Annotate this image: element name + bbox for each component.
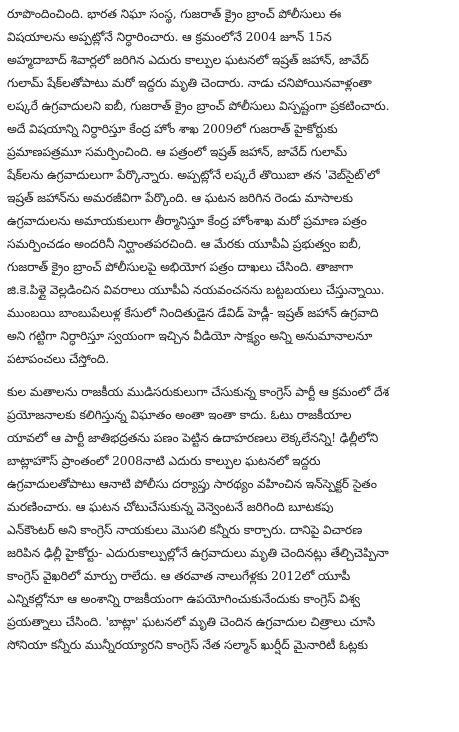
- text-line: బాట్లాహౌస్ ప్రాంతంలో 2008నాటి ఎదురు కాల్పుల ఘటనలో ఇద్దరు: [7, 454, 321, 468]
- text-line: ముంబయి బాంబుపేలుళ్ల కేసులో నిందితుడైన డేవిడ్ హెడ్లీ- ఇష్రత్ జహాన్ ఉగ్రవాది: [7, 306, 379, 320]
- text-line: రూపొందించింది. భారత నిఘా సంస్థ, గుజరాత్ క్రైం బ్రాంచ్ పోలీసులు ఈ: [7, 7, 342, 21]
- text-line: అదే విషయాన్ని నిర్ధారిస్తూ కేంద్ర హోం శాఖ 2009లో గుజరాత్ హైకోర్టుకు: [7, 122, 338, 136]
- text-line: మరణించారు. ఆ ఘటన చోటుచేసుకున్న వెన్వెంటనే జరిగింది బూటకపు: [7, 500, 334, 514]
- text-line: అని గట్టిగా నిర్ధారిస్తూ స్వయంగా ఇచ్చిన వీడియో సాక్ష్యం అన్ని అనుమానాలనూ: [7, 329, 373, 343]
- text-line: విషయాలను అప్పట్లోనే నిర్ధారించారు. ఆ క్రమంలోనే 2004 జూన్ 15న: [7, 30, 332, 44]
- text-line: పటాపంచలు చేస్తోంది.: [7, 352, 110, 366]
- text-line: కాంగ్రెస్ వైఖరిలో మార్పు రాలేదు. ఆ తరవాత నాలుగేళ్లకు 2012లో యూపీ: [7, 569, 351, 583]
- text-line: గుజరాత్ క్రైం బ్రాంచ్ పోలీసులపై అభియోగ పత్రం దాఖలు చేసింది. తాజాగా: [7, 260, 353, 274]
- text-line: సోనియా కన్నీరు మున్నీరయ్యారని కాంగ్రెస్ నేత సల్మాన్ ఖుర్షీద్ మైనారిటీ ఓట్లకు: [7, 638, 368, 652]
- text-line: ఎన్‌కౌంటర్ అని కాంగ్రెస్ నాయకులు మొసలి కన్నీరు కార్చారు. దానిపై విచారణ: [7, 523, 363, 537]
- text-line: ఇష్రత్ జహాన్‌ను అమరజీవిగా పేర్కొంది. ఆ ఘటన జరిగిన రెండు మాసాలకు: [7, 191, 353, 205]
- text-line: ప్రమాణపత్రమూ సమర్పించింది. ఆ పత్రంలో ఇష్రత్ జహాన్, జావేద్ గులామ్: [7, 145, 347, 159]
- text-line: జి.కె.పిళ్లై వెల్లడించిన వివరాలు యూపీఏ నయవంచనను బట్టబయలు చేస్తున్నాయి.: [7, 283, 385, 297]
- text-line: ఉగ్రవాదులను అమాయకులుగా తీర్మానిస్తూ కేంద్ర హోంశాఖ మరో ప్రమాణ పత్రం: [7, 214, 367, 228]
- text-line: యావలో ఆ పార్టీ జాతిభద్రతను పణం పెట్టిన ఉదాహరణలు లెక్కలేనన్ని! ఢిల్లీలోని: [7, 431, 379, 445]
- text-line: షేక్‌లను ఉగ్రవాదులుగా పేర్కొన్నారు. అప్పట్లోనే లష్కరే తొయిబా తన 'వెబ్‌సైట్'లో: [7, 168, 380, 182]
- text-line: ప్రయత్నాలు చేసింది. 'బాట్లా' ఘటనలో మృతి చెందిన ఉగ్రవాదుల చిత్రాలు చూసి: [7, 615, 375, 629]
- paragraph-1: [7, 3, 455, 371]
- text-line: ఎన్నికల్లోనూ ఆ అంశాన్ని రాజకీయంగా ఉపయోగించుకునేందుకు కాంగ్రెస్ విశ్వ: [7, 592, 360, 606]
- text-line: కుల మతాలను రాజకీయ ముడిసరుకులుగా చేసుకున్న కాంగ్రెస్ పార్టీ ఆ క్రమంలో దేశ: [7, 385, 390, 399]
- text-line: లష్కరే ఉగ్రవాదులని ఐబీ, గుజరాత్ క్రైం బ్రాంచ్ పోలీసులు విస్పష్టంగా ప్రకటించారు.: [7, 99, 390, 113]
- text-line: అహ్మదాబాద్ శివార్లలో జరిగిన ఎదురు కాల్పుల ఘటనలో ఇష్రత్ జహాన్, జావేద్: [7, 53, 369, 67]
- text-line: ఉగ్రవాదులతోపాటు ఆనాటి పోలీసు దర్యాప్తు సారథ్యం వహించిన ఇన్‌స్పెక్టర్ సైతం: [7, 477, 377, 491]
- text-line: సమర్పించడం అందరినీ నిర్ఘాంతపరచింది. ఆ మేరకు యూపీఏ ప్రభుత్వం ఐబీ,: [7, 237, 362, 251]
- text-line: గులామ్ షేక్‌లతోపాటు మరో ఇద్దరు మృతి చెందారు. నాడు చనిపోయినవాళ్లంతా: [7, 76, 372, 90]
- paragraph-2: [7, 381, 455, 657]
- text-line: ప్రయోజనాలకు కలిగిస్తున్న విఘాతం అంతా ఇంతా కాదు. ఓటు రాజకీయాల: [7, 408, 352, 422]
- text-line: జరిపిన ఢిల్లీ హైకోర్టు- ఎదురుకాల్పుల్లోనే ఉగ్రవాదులు మృతి చెందినట్లు తేల్చిచెప్పినా: [7, 546, 389, 560]
